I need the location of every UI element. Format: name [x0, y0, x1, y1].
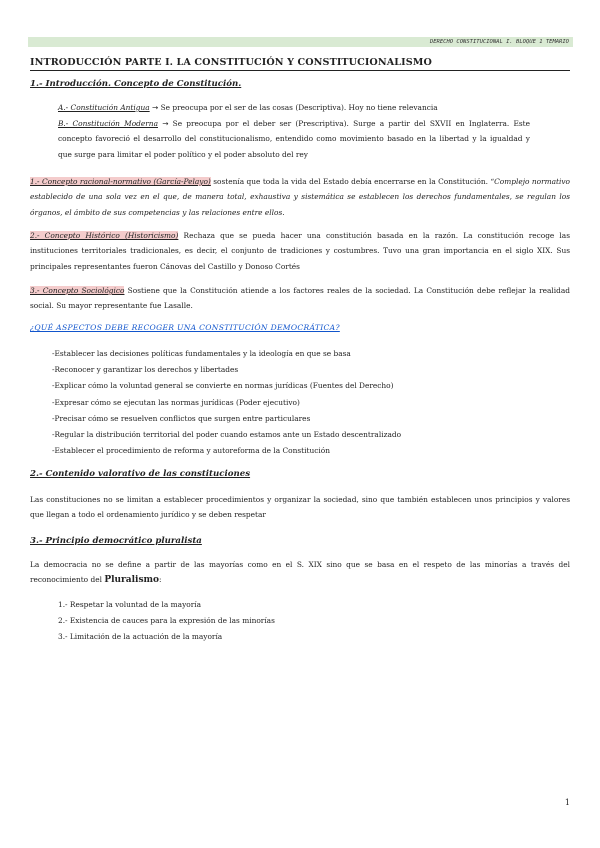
paragraph-concepto-racional: [30, 174, 570, 220]
antigua-label: A.- Constitución Antigua: [58, 103, 150, 112]
question-link[interactable]: ¿QUÉ ASPECTOS DEBE RECOGER UNA CONSTITUCIÓN DEMOCRÁTICA?: [30, 323, 340, 332]
page-number: 1: [564, 798, 570, 807]
concepto-racional-quote: Complejo normativo establecido de una sola vez en el que, de manera total, exhaustiva y sistemática se establecen los derechos fundamentales, se regulan los órganos, el ámbito de sus competencias y las relaciones entre ellos.: [30, 177, 570, 217]
list-item: -Expresar cómo se ejecutan las normas jurídicas (Poder ejecutivo): [52, 397, 300, 407]
header-text: DERECHO CONSTITUCIONAL I. BLOQUE 1 TEMARIO: [429, 39, 569, 45]
header-bar: [28, 37, 573, 47]
pluralismo-strong: Pluralismo: [104, 575, 160, 586]
concepto-historico-label: 2.- Concepto Histórico (Historicismo): [30, 231, 179, 240]
list-item: 1.- Respetar la voluntad de la mayoría: [58, 600, 201, 609]
paragraph-contenido-valorativo: Las constituciones no se limitan a establecer procedimientos y organizar la sociedad, sino que también establecen unos principios y valores que llegan a todo el ordenamiento jurídico y se deben respetar: [30, 495, 570, 520]
list-item: -Explicar cómo la voluntad general se convierte en normas jurídicas (Fuentes del Derecho): [52, 381, 394, 391]
section-3-heading: 3.- Principio democrático pluralista: [30, 536, 202, 546]
section-2-heading: 2.- Contenido valorativo de las constituciones: [30, 469, 251, 479]
paragraph-moderna: [58, 116, 530, 162]
paragraph-concepto-historico: [30, 228, 570, 274]
concepto-racional-label: 1.- Concepto racional-normativo (García-Pelayo): [30, 177, 211, 186]
section-1-heading: 1.- Introducción. Concepto de Constitución.: [30, 79, 242, 89]
moderna-label: B.- Constitución Moderna: [58, 119, 158, 128]
pluralismo-colon: :: [159, 575, 162, 585]
paragraph-pluralismo: [30, 557, 570, 589]
concepto-racional-text: sostenía que toda la vida del Estado debía encerrarse en la Constitución. “: [210, 177, 495, 186]
concepto-historico-text: Rechaza que se pueda hacer una constitución basada en la razón. La constitución recoge las instituciones territoriales tradicionales, es decir, el conjunto de tradiciones y costumbres. Tuvo una gran importancia en el siglo XIX. Sus principales representantes fueron Cánovas del Castillo y Donoso Cortés: [30, 231, 570, 271]
arrow-icon: →: [152, 103, 159, 112]
arrow-icon: →: [162, 119, 169, 128]
list-item: -Establecer el procedimiento de reforma y autoreforma de la Constitución: [52, 446, 330, 456]
list-item: -Establecer las decisiones políticas fundamentales y la ideología en que se basa: [52, 349, 351, 358]
list-item: 3.- Limitación de la actuación de la mayoría: [58, 632, 223, 641]
list-item: -Reconocer y garantizar los derechos y libertades: [52, 365, 239, 375]
page-title: INTRODUCCIÓN PARTE I. LA CONSTITUCIÓN Y CONSTITUCIONALISMO: [30, 57, 570, 71]
list-item: -Regular la distribución territorial del poder cuando estamos ante un Estado descentralizado: [52, 430, 402, 440]
antigua-text: Se preocupa por el ser de las cosas (Descriptiva). Hoy no tiene relevancia: [158, 103, 438, 112]
paragraph-concepto-sociologico: [30, 283, 570, 314]
paragraph-antigua: [58, 100, 530, 115]
list-item: -Precisar cómo se resuelven conflictos que surgen entre particulares: [52, 413, 311, 423]
pluralismo-list: [58, 597, 275, 645]
concepto-sociologico-text: Sostiene que la Constitución atiende a los factores reales de la sociedad. La Constitución debe reflejar la realidad social. Su mayor representante fue Lasalle.: [30, 286, 570, 311]
list-item: 2.- Existencia de cauces para la expresión de las minorías: [58, 616, 275, 625]
moderna-text: Se preocupa por el deber ser (Prescriptiva). Surge a partir del SXVII en Inglaterra. Este concepto favoreció el desarrollo del constitucionalismo, entendido como movimiento basado en la libertad y la igualdad y que surge para limitar el poder político y el poder absoluto del rey: [58, 119, 531, 159]
concepto-sociologico-label: 3.- Concepto Sociológico: [30, 286, 125, 295]
aspects-list: [52, 346, 401, 459]
pluralismo-text: La democracia no se define a partir de las mayorías como en el S. XIX sino que se basa en el respeto de las minorías a través del reconocimiento del: [30, 560, 570, 585]
